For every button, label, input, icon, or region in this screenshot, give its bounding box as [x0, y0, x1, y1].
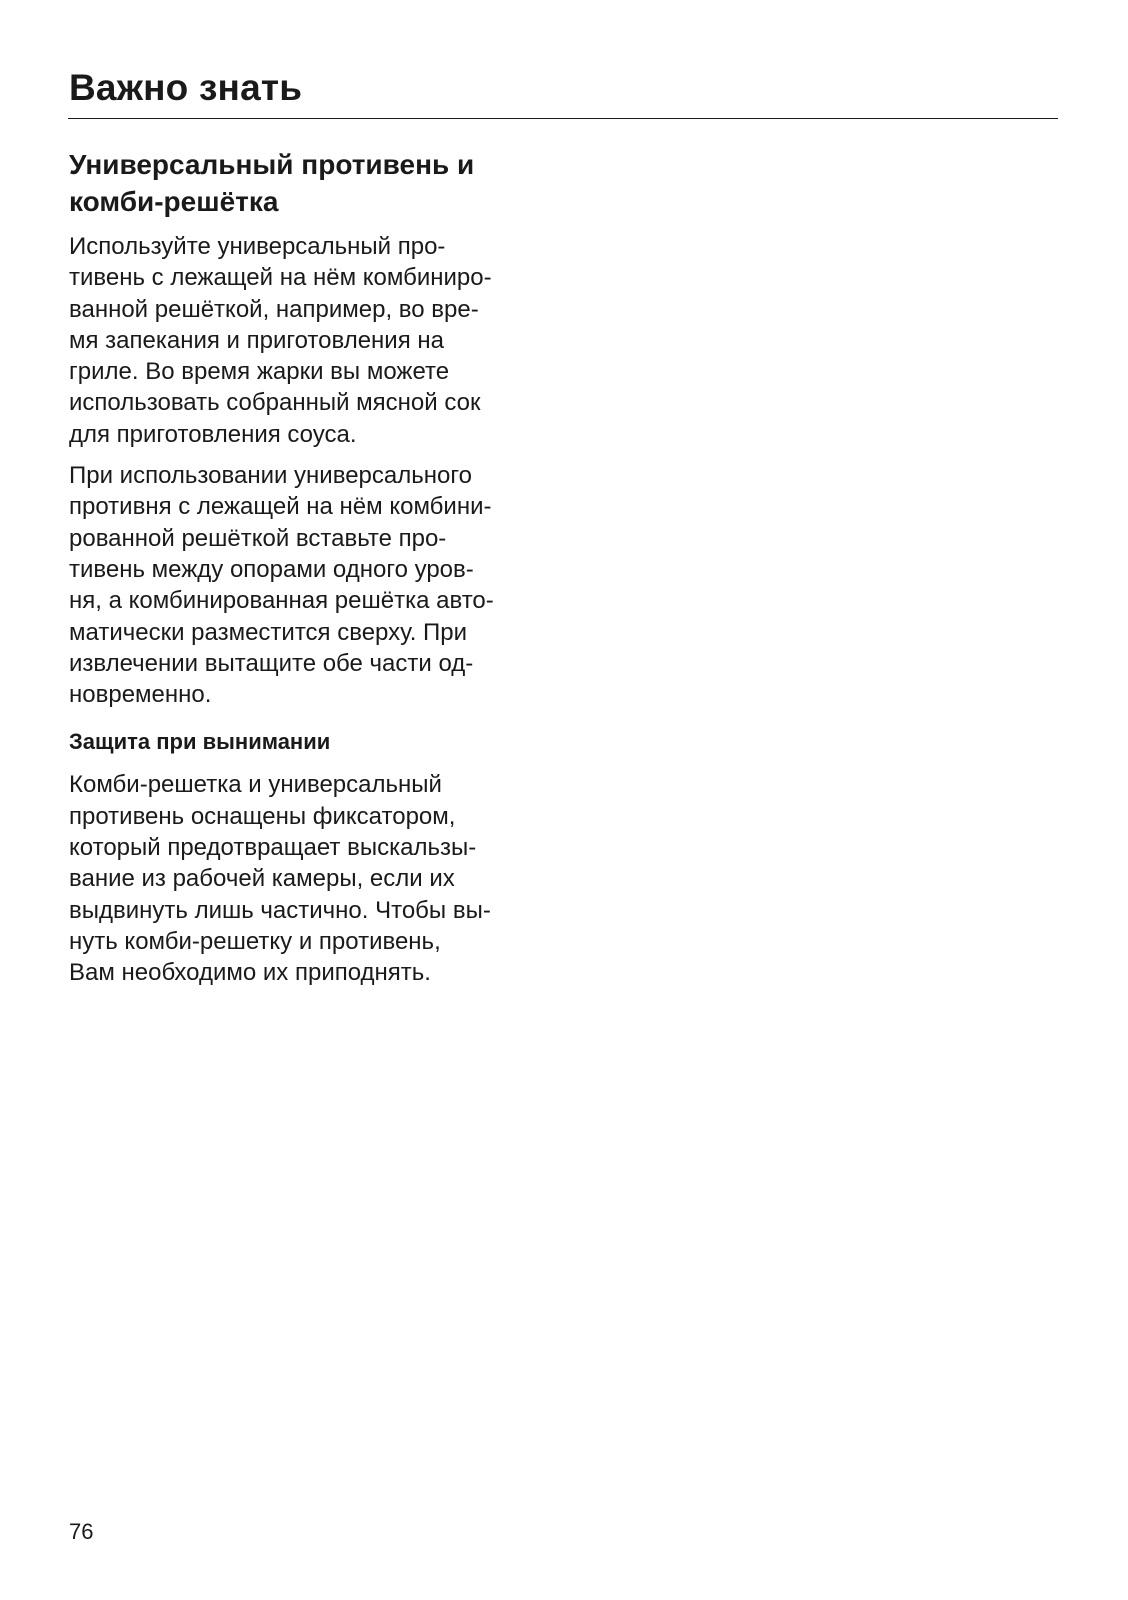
section-title-line: Универсальный противень и [69, 149, 475, 180]
text-line: ня, а комбинированная решётка авто- [69, 587, 494, 615]
page-number: 76 [69, 1519, 94, 1544]
text-line: гриле. Во время жарки вы можете [69, 358, 450, 386]
text-line: рованной решёткой вставьте про- [69, 524, 447, 552]
text-line: противень оснащены фиксатором, [69, 802, 456, 830]
text-line: Комби-решетка и универсальный [69, 771, 442, 799]
text-line: противня с лежащей на нём комбини- [69, 493, 492, 521]
text-line: вание из рабочей камеры, если их [69, 865, 455, 893]
text-line: мя запекания и приготовления на [69, 326, 444, 354]
text-line: При использовании универсального [69, 462, 472, 490]
section-title [69, 146, 569, 220]
page-title: Важно знать [69, 67, 303, 108]
title-divider [68, 118, 1058, 119]
paragraph-usage [69, 231, 569, 450]
text-line: ванной решёткой, например, во вре- [69, 295, 479, 323]
text-line: извлечении вытащите обе части од- [69, 649, 474, 677]
text-line: Вам необходимо их приподнять. [69, 959, 431, 987]
text-line: выдвинуть лишь частично. Чтобы вы- [69, 896, 491, 924]
main-content [69, 146, 569, 989]
paragraph-insertion [69, 460, 569, 710]
text-line: тивень между опорами одного уров- [69, 555, 474, 583]
paragraph-removal-protection [69, 769, 569, 988]
text-line: матически разместится сверху. При [69, 618, 468, 646]
text-line: тивень с лежащей на нём комбиниро- [69, 264, 492, 292]
text-line: новременно. [69, 681, 212, 709]
text-line: который предотвращает выскальзы- [69, 834, 477, 862]
section-title-line: комби-решётка [69, 186, 279, 217]
text-line: для приготовления соуса. [69, 420, 357, 448]
text-line: использовать собранный мясной сок [69, 389, 481, 417]
text-line: нуть комби-решетку и противень, [69, 927, 441, 955]
subsection-title: Защита при вынимании [69, 729, 331, 755]
text-line: Используйте универсальный про- [69, 233, 446, 260]
